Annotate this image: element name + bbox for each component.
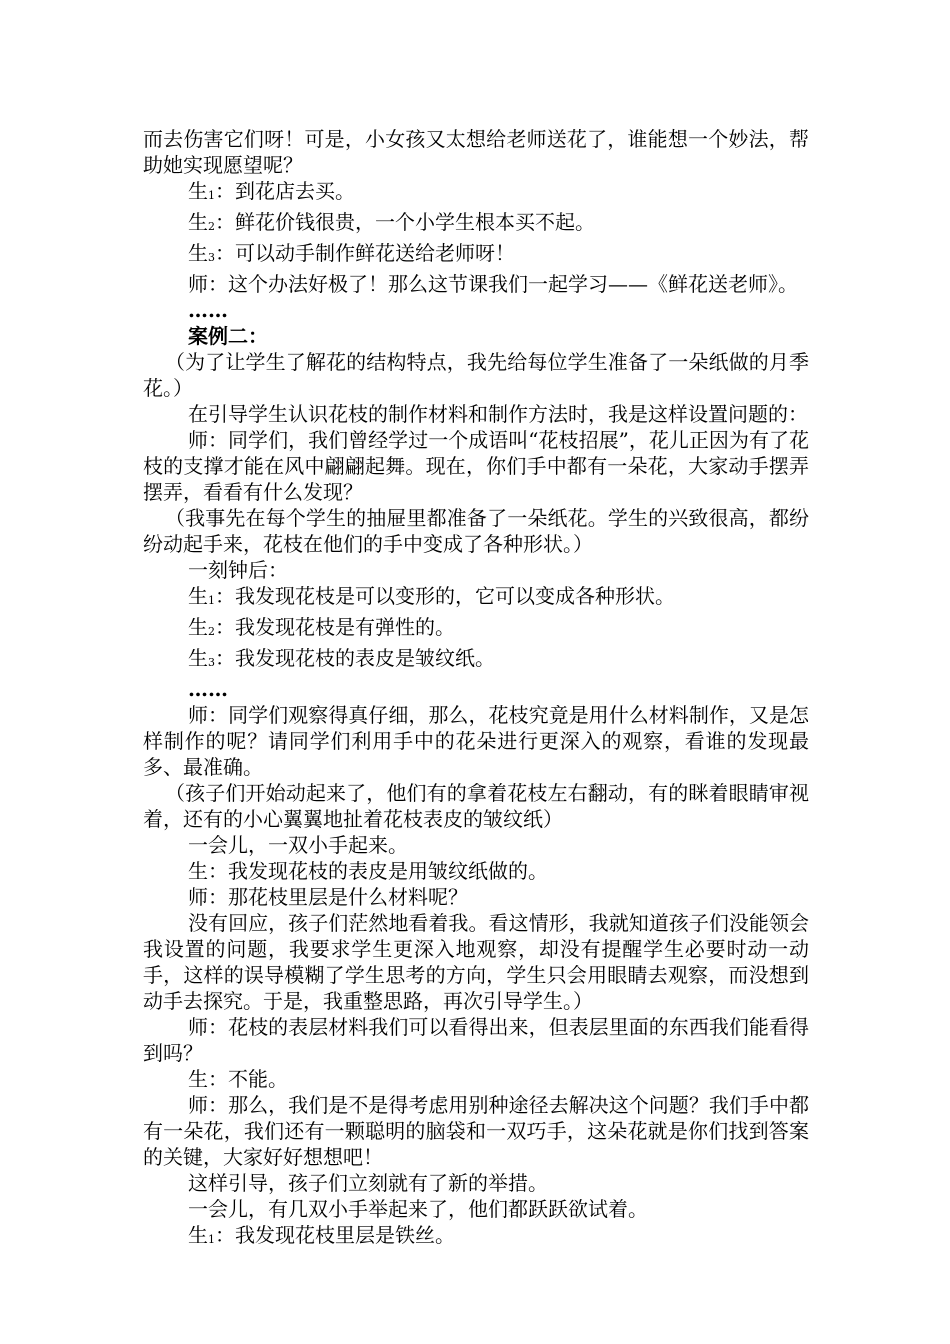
paragraph-text: 师：这个办法好极了！那么这节课我们一起学习——《鲜花送老师》。 (188, 272, 798, 296)
document-body (0, 126, 950, 1253)
paragraph (0, 1066, 809, 1092)
paragraph (0, 1014, 809, 1066)
paragraph-text: ：我发现花枝是可以变形的，它可以变成各种形状。 (215, 584, 675, 608)
speaker-label: 生 (188, 210, 208, 234)
paragraph (0, 1170, 809, 1196)
paragraph (0, 505, 809, 557)
paragraph-text: 一刻钟后： (188, 558, 288, 582)
speaker-label: 生 (188, 615, 208, 639)
paragraph-text: （为了让学生了解花的结构特点，我先给每位学生准备了一朵纸做的月季花。） (143, 350, 809, 400)
paragraph (0, 780, 809, 832)
paragraph (0, 583, 809, 614)
paragraph-text: 案例二： (188, 324, 268, 348)
paragraph (0, 884, 809, 910)
paragraph-text: ：我发现花枝的表皮是皱纹纸。 (215, 646, 495, 670)
speaker-subscript: 1 (208, 1233, 215, 1246)
paragraph (0, 676, 809, 702)
paragraph (0, 178, 809, 209)
speaker-label: 生 (188, 584, 208, 608)
speaker-label: 生 (188, 179, 208, 203)
speaker-subscript: 2 (208, 625, 215, 638)
paragraph (0, 614, 809, 645)
speaker-label: 生 (188, 646, 208, 670)
paragraph-text: 师：那么，我们是不是得考虑用别种途径去解决这个问题？我们手中都有一朵花，我们还有一颗聪明的脑袋和一双巧手，这朵花就是你们找到答案的关键，大家好好想想吧！ (143, 1093, 809, 1169)
paragraph (0, 1092, 809, 1170)
paragraph (0, 126, 809, 178)
paragraph-text: 一会儿，一双小手起来。 (188, 833, 408, 857)
paragraph-text: 这样引导，孩子们立刻就有了新的举措。 (188, 1171, 548, 1195)
paragraph-text: 一会儿，有几双小手举起来了，他们都跃跃欲试着。 (188, 1197, 648, 1221)
paragraph (0, 1196, 809, 1222)
paragraph (0, 209, 809, 240)
paragraph (0, 323, 809, 349)
paragraph-text: 在引导学生认识花枝的制作材料和制作方法时，我是这样设置问题的： (188, 402, 808, 426)
paragraph (0, 645, 809, 676)
paragraph (0, 297, 809, 323)
paragraph-text: ：到花店去买。 (215, 179, 355, 203)
paragraph-text: ：可以动手制作鲜花送给老师呀！ (215, 241, 515, 265)
paragraph-text: 师：同学们观察得真仔细，那么，花枝究竟是用什么材料制作，又是怎样制作的呢？请同学们利用手中的花朵进行更深入的观察，看谁的发现最多、最准确。 (143, 703, 809, 779)
paragraph-text: 师：同学们，我们曾经学过一个成语叫“花枝招展”，花儿正因为有了花枝的支撑才能在风中翩翩起舞。现在，你们手中都有一朵花，大家动手摆弄摆弄，看看有什么发现？ (143, 428, 809, 504)
speaker-subscript: 1 (208, 594, 215, 607)
paragraph (0, 557, 809, 583)
paragraph (0, 349, 809, 401)
paragraph (0, 401, 809, 427)
paragraph (0, 240, 809, 271)
paragraph (0, 832, 809, 858)
paragraph-text: ：我发现花枝是有弹性的。 (215, 615, 455, 639)
speaker-subscript: 3 (208, 656, 215, 669)
paragraph-text: …… (188, 298, 228, 322)
paragraph (0, 427, 809, 505)
paragraph-text: 生：不能。 (188, 1067, 288, 1091)
paragraph-text: （孩子们开始动起来了，他们有的拿着花枝左右翻动，有的眯着眼睛审视着，还有的小心翼翼地扯着花枝表皮的皱纹纸） (143, 781, 809, 831)
paragraph-text: 师：那花枝里层是什么材料呢？ (188, 885, 468, 909)
paragraph (0, 702, 809, 780)
paragraph (0, 858, 809, 884)
paragraph-text: 师：花枝的表层材料我们可以看得出来，但表层里面的东西我们能看得到吗？ (143, 1015, 809, 1065)
paragraph (0, 910, 809, 1014)
speaker-label: 生 (188, 241, 208, 265)
paragraph-text: ：鲜花价钱很贵，一个小学生根本买不起。 (215, 210, 595, 234)
paragraph (0, 271, 809, 297)
paragraph-text: （我事先在每个学生的抽屉里都准备了一朵纸花。学生的兴致很高，都纷纷动起手来，花枝在他们的手中变成了各种形状。） (143, 506, 809, 556)
speaker-subscript: 2 (208, 220, 215, 233)
paragraph-text: ：我发现花枝里层是铁丝。 (215, 1223, 455, 1247)
speaker-label: 生 (188, 1223, 208, 1247)
paragraph-text: 没有回应，孩子们茫然地看着我。看这情形，我就知道孩子们没能领会我设置的问题，我要求学生更深入地观察，却没有提醒学生必要时动一动手，这样的误导模糊了学生思考的方向，学生只会用眼睛去观察，而没想到动手去探究。于是，我重整思路，再次引导学生。） (143, 911, 809, 1013)
paragraph-text: …… (188, 677, 228, 701)
paragraph-text: 生：我发现花枝的表皮是用皱纹纸做的。 (188, 859, 548, 883)
paragraph (0, 1222, 809, 1253)
speaker-subscript: 3 (208, 251, 215, 264)
paragraph-text: 而去伤害它们呀！可是，小女孩又太想给老师送花了，谁能想一个妙法，帮助她实现愿望呢？ (143, 127, 809, 177)
speaker-subscript: 1 (208, 189, 215, 202)
